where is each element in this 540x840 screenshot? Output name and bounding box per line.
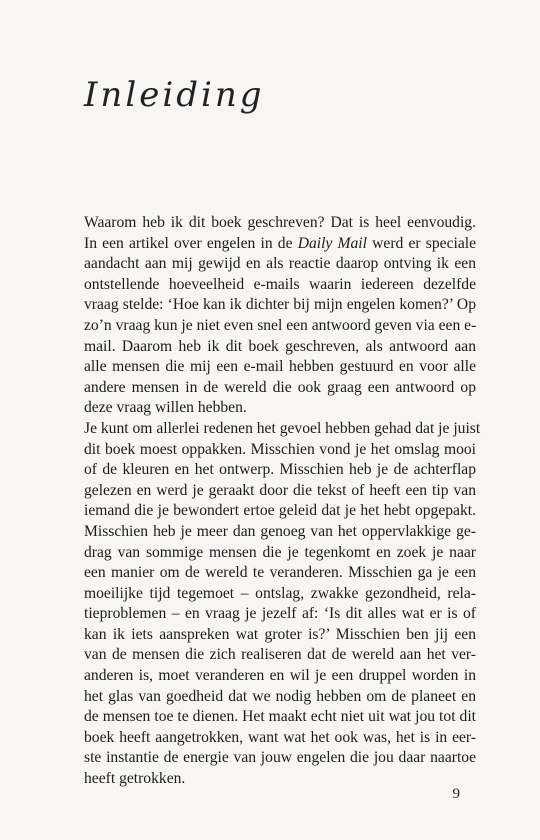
text-segment: andere mensen in de wereld die ook graag een antwoord op xyxy=(84,378,476,396)
text-segment: drag van sommige mensen die je tegenkomt en zoek je naar xyxy=(84,543,476,561)
chapter-title: Inleiding xyxy=(84,75,265,115)
text-line xyxy=(84,337,476,358)
text-segment: dit boek moest oppakken. Misschien vond je het omslag mooi xyxy=(84,440,476,458)
text-line xyxy=(84,357,476,378)
paragraph xyxy=(84,419,481,790)
text-line xyxy=(84,501,476,522)
page-number: 9 xyxy=(452,786,460,802)
text-line xyxy=(84,728,476,749)
text-segment: ontstellende hoeveelheid e-mails waarin iedereen dezelfde xyxy=(84,275,476,293)
text-line xyxy=(84,522,476,543)
text-line xyxy=(84,666,476,687)
text-line xyxy=(84,543,476,564)
text-segment: zo’n vraag kun je niet even snel een antwoord geven via een e- xyxy=(84,316,477,334)
text-segment: tieproblemen – en vraag je jezelf af: ‘Is dit alles wat er is of xyxy=(84,605,476,623)
text-line xyxy=(84,378,476,399)
text-segment: boek heeft aangetrokken, want wat het ook was, het is in eer- xyxy=(84,728,476,746)
text-line xyxy=(84,275,476,296)
text-segment: moeilijke tijd tegemoet – ontslag, zwakke gezondheid, rela- xyxy=(84,584,476,602)
text-line xyxy=(84,645,476,666)
text-line xyxy=(84,213,476,234)
text-segment: In een artikel over engelen in de xyxy=(84,234,298,252)
text-segment: Je kunt om allerlei redenen het gevoel hebben gehad dat je juist xyxy=(84,419,481,437)
text-line xyxy=(84,419,481,440)
text-line xyxy=(84,604,476,625)
text-line xyxy=(84,460,476,481)
publication-name: Daily Mail xyxy=(297,234,367,252)
text-segment: Waarom heb ik dit boek geschreven? Dat is heel eenvoudig. xyxy=(84,214,476,231)
text-line xyxy=(84,584,476,605)
text-segment: of de kleuren en het ontwerp. Misschien heb je de achterflap xyxy=(84,461,476,479)
text-segment: deze vraag willen hebben. xyxy=(84,399,247,417)
text-segment: vraag stelde: ‘Hoe kan ik dichter bij mijn engelen komen?’ Op xyxy=(84,296,476,314)
text-line xyxy=(84,481,476,502)
text-line xyxy=(84,254,476,275)
text-segment: aandacht aan mij gewijd en als reactie daarop ontving ik een xyxy=(84,255,476,273)
text-segment: gelezen en werd je geraakt door die tekst of heeft een tip van xyxy=(84,481,476,499)
text-segment: kan ik iets aanspreken wat groter is?’ Misschien ben jij een xyxy=(84,625,476,643)
body-text xyxy=(84,213,481,790)
text-line xyxy=(84,234,476,255)
text-segment: anderen is, moet veranderen en wil je een druppel worden in xyxy=(84,667,476,685)
text-line xyxy=(84,769,476,790)
text-line xyxy=(84,707,476,728)
text-segment: een manier om de wereld te veranderen. Misschien ga je een xyxy=(84,564,476,582)
text-segment: werd er speciale xyxy=(366,234,476,252)
text-line xyxy=(84,687,476,708)
text-segment: alle mensen die mij een e-mail hebben gestuurd en voor alle xyxy=(84,358,476,376)
text-line xyxy=(84,440,476,461)
text-segment: ste instantie de energie van jouw engelen die jou daar naartoe xyxy=(84,749,476,767)
text-line xyxy=(84,316,476,337)
paragraph xyxy=(84,213,476,419)
text-line xyxy=(84,625,476,646)
text-line xyxy=(84,295,476,316)
text-segment: heeft getrokken. xyxy=(84,770,186,788)
text-segment: mail. Daarom heb ik dit boek geschreven, als antwoord aan xyxy=(84,337,476,355)
text-segment: het glas van goedheid dat we nodig hebben om de planeet en xyxy=(84,687,476,705)
text-segment: iemand die je bewondert ertoe geleid dat je het hebt opgepakt. xyxy=(84,502,476,520)
text-segment: Misschien heb je meer dan genoeg van het oppervlakkige ge- xyxy=(84,522,476,540)
text-segment: van de mensen die zich realiseren dat de wereld aan het ver- xyxy=(84,646,476,664)
text-line xyxy=(84,748,476,769)
text-line xyxy=(84,563,476,584)
text-segment: de mensen toe te dienen. Het maakt echt niet uit wat jou tot dit xyxy=(84,708,476,726)
text-line xyxy=(84,398,476,419)
